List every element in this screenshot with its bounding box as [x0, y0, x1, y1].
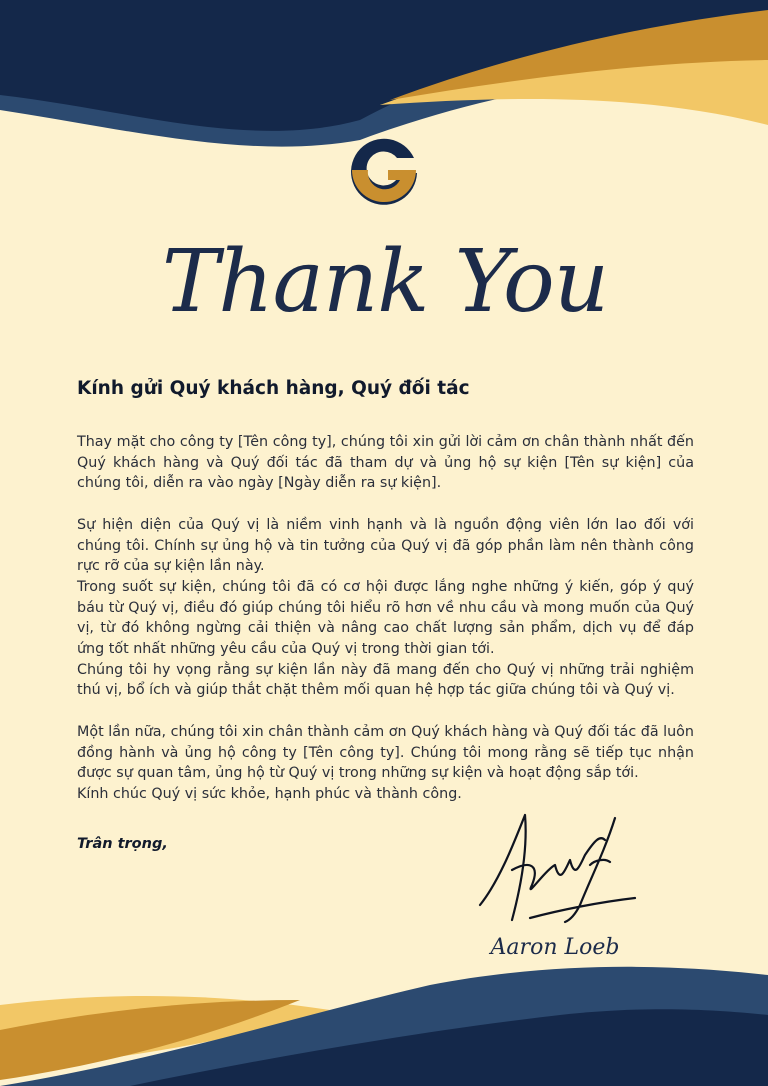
thank-you-title: Thank You	[161, 232, 609, 332]
paragraph-6: Kính chúc Quý vị sức khỏe, hạnh phúc và thành công.	[77, 785, 462, 802]
closing-text: Trân trọng,	[77, 836, 168, 852]
salutation: Kính gửi Quý khách hàng, Quý đối tác	[77, 378, 470, 399]
paragraph-2: Sự hiện diện của Quý vị là niềm vinh hạnh và là nguồn động viên lớn lao đối với chúng tôi. Chính sự ủng hộ và tin tưởng của Quý vị đã góp phần làm nên thành công rực rỡ của sự kiện lần này.	[77, 516, 694, 575]
g-letter-logo-icon	[344, 128, 424, 208]
handwritten-signature	[470, 810, 640, 935]
paragraph-1: Thay mặt cho công ty [Tên công ty], chúng tôi xin gửi lời cảm ơn chân thành nhất đến Quý khách hàng và Quý đối tác đã tham dự và ủng hộ sự kiện [Tên sự kiện] của chúng tôi, diễn ra vào ngày [Ngày diễn ra sự kiện].	[77, 434, 694, 492]
paragraph-3: Trong suốt sự kiện, chúng tôi đã có cơ hội được lắng nghe những ý kiến, góp ý quý báu từ Quý vị, điều đó giúp chúng tôi hiểu rõ hơn về nhu cầu và mong muốn của Quý vị, từ đó không ngừng cải thiện và nâng cao chất lượng sản phẩm, dịch vụ để đáp ứng tốt nhất những yêu cầu của Quý vị trong thời gian tới.	[77, 578, 694, 658]
signer-name: Aaron Loeb	[490, 935, 620, 960]
paragraph-5: Một lần nữa, chúng tôi xin chân thành cảm ơn Quý khách hàng và Quý đối tác đã luôn đồng hành và ủng hộ công ty [Tên công ty]. Chúng tôi mong rằng sẽ tiếp tục nhận được sự quan tâm, ủng hộ từ Quý vị trong những sự kiện và hoạt động sắp tới.	[77, 723, 694, 782]
paragraph-4: Chúng tôi hy vọng rằng sự kiện lần này đã mang đến cho Quý vị những trải nghiệm thú vị, bổ ích và giúp thắt chặt thêm mối quan hệ hợp tác giữa chúng tôi và Quý vị.	[77, 661, 694, 699]
letter-body	[77, 432, 694, 805]
